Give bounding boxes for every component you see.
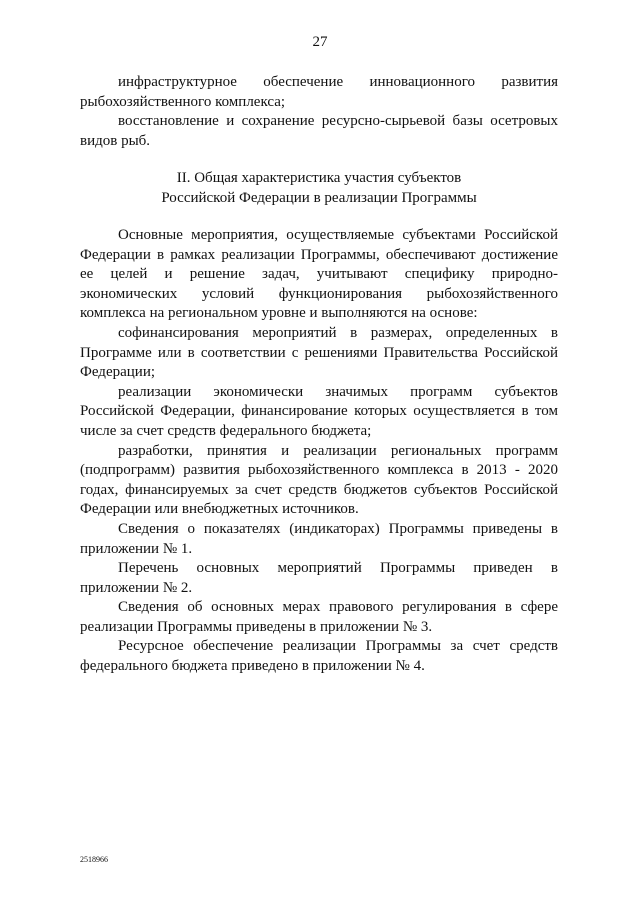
section-title-line-1: II. Общая характеристика участия субъектов (176, 170, 462, 186)
paragraph: Сведения о показателях (индикаторах) Программы приведены в приложении № 1. (80, 520, 558, 557)
paragraph: Перечень основных мероприятий Программы приведен в приложении № 2. (80, 560, 558, 596)
document-id: 2518966 (80, 855, 108, 864)
paragraph: Основные мероприятия, осуществляемые субъектами Российской Федерации в рамках реализации Программы, обеспечивают достижение ее целей и решение задач, учитывают специфику природно-экономических условий функционирования рыбохозяйственного комплекса на региональном уровне и выполняются на основе: (80, 227, 558, 322)
paragraph: разработки, принятия и реализации региональных программ (подпрограмм) развития рыбохозяйственного комплекса в 2013 - 2020 годах, финансируемых за счет средств бюджетов субъектов Российской Федерации или внебюджетных источников. (80, 442, 558, 518)
section-title-line-2: Российской Федерации в реализации Программы (161, 189, 477, 206)
page-number: 27 (312, 34, 328, 50)
paragraph: реализации экономически значимых программ субъектов Российской Федерации, финансирование которых осуществляется в том числе за счет средств федерального бюджета; (80, 383, 558, 439)
top-text-block (80, 73, 558, 151)
paragraph: софинансирования мероприятий в размерах, определенных в Программе или в соответствии с решениями Правительства Российской Федерации; (80, 324, 558, 381)
main-text-block (80, 226, 558, 677)
paragraph: Ресурсное обеспечение реализации Программы за счет средств федерального бюджета приведено в приложении № 4. (80, 638, 558, 675)
paragraph: восстановление и сохранение ресурсно-сырьевой базы осетровых видов рыб. (80, 113, 558, 149)
section-title (80, 169, 558, 208)
paragraph: Сведения об основных мерах правового регулирования в сфере реализации Программы приведены в приложении № 3. (80, 599, 558, 635)
paragraph: инфраструктурное обеспечение инновационного развития рыбохозяйственного комплекса; (80, 74, 558, 110)
